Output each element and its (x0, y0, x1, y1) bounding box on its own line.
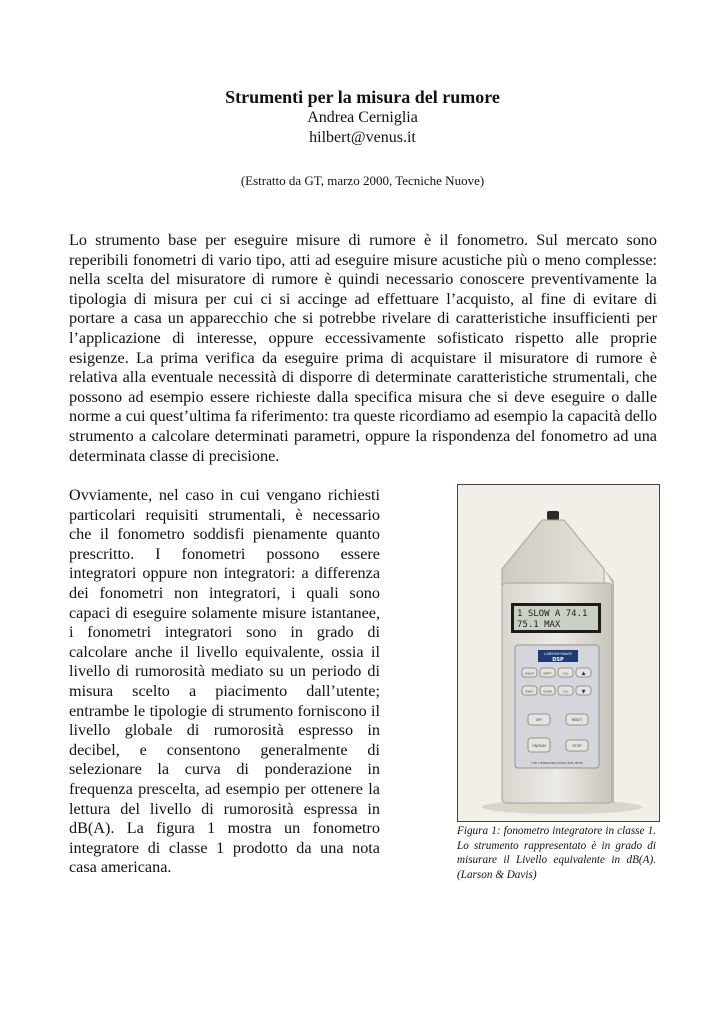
brand-text: LARSON•DAVIS (544, 652, 572, 656)
author-name: Andrea Cerniglia (307, 109, 418, 126)
microphone-icon (547, 511, 559, 520)
button-label: EXEC (525, 689, 534, 694)
button-label: OFF (535, 718, 543, 722)
button-label: CAL (562, 671, 569, 676)
button-label: SLOW (543, 689, 552, 694)
body-paragraph-2: Ovviamente, nel caso in cui vengano richiesti particolari requisiti strumentali, è necessario che il fonometro soddisfi pienamente quanto prescritto. I fonometri possono essere integratori oppure non integratori: a differenza dei fonometri non integratori, i quali sono capaci di eseguire solamente misure istantanee, i fonometri integratori sono in grado di calcolare anche il livello equivalente, ossia il livello di rumorosità mediato su un periodo di misura scelto a piacimento dall’utente; entrambe le tipologie di strumento forniscono il livello globale di rumorosità espresso in decibel, e consentono generalmente di selezionare la curva di ponderazione in frequenza prescelta, ad esempio per ottenere la lettura del livello di rumorosità espressa in dB(A). La figura 1 mostra un fonometro integratore di classe 1 prodotto da una nota casa americana. (69, 486, 380, 877)
device-type-label: TYPE 1 INTEGRATING SOUND LEVEL METER (531, 762, 583, 765)
button-label: WGHT (524, 671, 535, 676)
figure-1 (457, 484, 660, 822)
body-paragraph-1: Lo strumento base per eseguire misure di rumore è il fonometro. Sul mercato sono reperibili fonometri di vario tipo, atti ad eseguire misure acustiche più o meno complesse: nella scelta del misuratore di rumore è quindi necessario conoscere preventivamente la tipologia di misura per cui ci si accinge ad effettuare l’acquisto, al fine di evitare di portare a casa un apparecchio che si potrebbe rivelare di caratteristiche insufficienti per l’applicazione di interesse, oppure eccessivamente sofisticato rispetto alle proprie esigenze. La prima verifica da eseguire prima di acquistare il misuratore di rumore è relativa alla eventuale necessità di disporre di determinate caratteristiche strumentali, che possono ad esempio essere richieste dalla specifica misura che si deve eseguire o dalle norme a cui quest’ultima fa riferimento: tra queste ricordiamo ad esempio la capacità dello strumento a calcolare determinati parametri, oppure la rispondenza del fonometro ad una determinata classe di precisione. (69, 231, 657, 465)
button-label: ON/RUN (532, 744, 546, 748)
author-email: hilbert@venus.it (309, 129, 416, 146)
sound-level-meter-photo (458, 485, 659, 821)
source-note: (Estratto da GT, marzo 2000, Tecniche Nuove) (240, 173, 485, 188)
display-text-1: 1 SLOW A 74.1 (517, 609, 588, 619)
paper-title: Strumenti per la misura del rumore (225, 87, 500, 107)
figure-caption: Figura 1: fonometro integratore in classe 1. Lo strumento rappresentato è in grado di misurare il Livello equivalente in dB(A). (Larson & Davis) (457, 825, 656, 881)
arrow-up-icon: ▲ (581, 670, 586, 677)
button-label: WPTY (543, 671, 552, 676)
button-label: RESET (571, 718, 583, 722)
model-text: DSP (552, 657, 564, 663)
display-text-2: 75.1 MAX (517, 620, 561, 630)
arrow-down-icon: ▼ (581, 689, 586, 695)
button-label: STOP (572, 744, 582, 748)
button-label: CAL (562, 689, 569, 694)
paper-header (0, 86, 725, 148)
